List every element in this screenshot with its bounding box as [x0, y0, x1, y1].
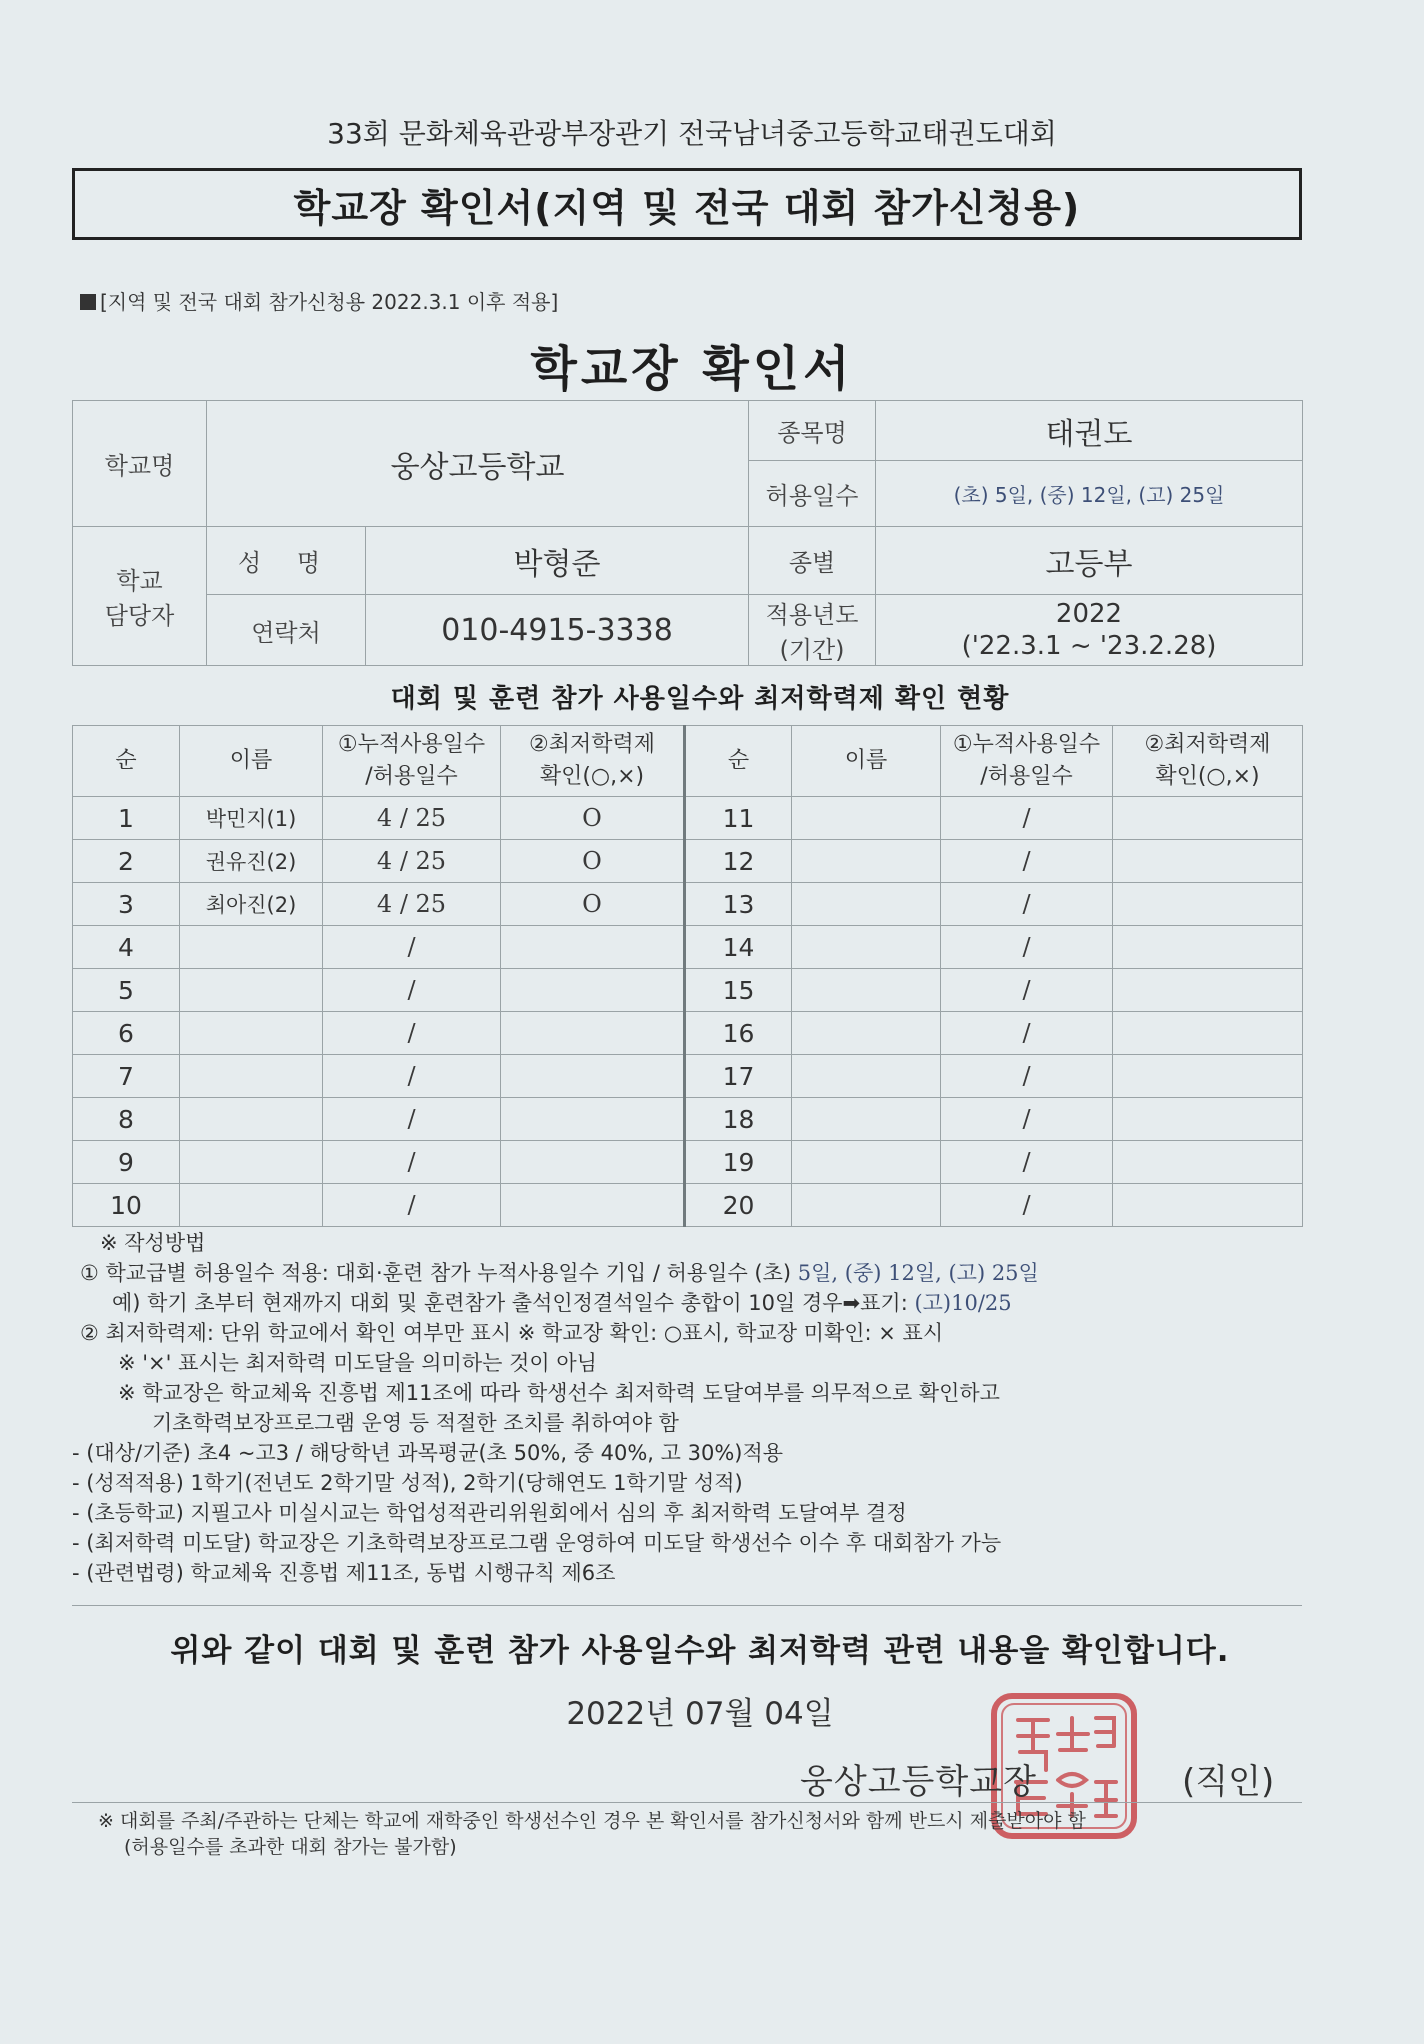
row-name-left — [180, 926, 323, 969]
year-label-line1: 적용년도 — [765, 601, 859, 629]
row-no-left: 1 — [73, 797, 180, 840]
applicability-note — [80, 286, 558, 315]
allowed-days-label: 허용일수 — [749, 461, 876, 527]
division-label: 종별 — [749, 527, 876, 595]
row-check-left: O — [501, 797, 685, 840]
row-check-right — [1113, 1098, 1303, 1141]
row-no-right: 20 — [685, 1184, 792, 1227]
form-title: 학교장 확인서(지역 및 전국 대회 참가신청용) — [72, 168, 1302, 240]
col-no-right: 순 — [685, 726, 792, 797]
row-days-right: / — [941, 1098, 1113, 1141]
table-row — [73, 797, 1303, 840]
row-no-right: 14 — [685, 926, 792, 969]
row-days-right: / — [941, 926, 1113, 969]
row-days-left: / — [323, 1098, 501, 1141]
row-no-left: 6 — [73, 1012, 180, 1055]
row-name-right — [792, 969, 941, 1012]
row-no-left: 10 — [73, 1184, 180, 1227]
row-days-left: 4 / 25 — [323, 883, 501, 926]
row-name-right — [792, 1184, 941, 1227]
method-line-1-days: 5일, (중) 12일, (고) 25일 — [797, 1261, 1039, 1285]
row-days-left: 4 / 25 — [323, 840, 501, 883]
col-min-right-line1: ②최저학력제 — [1144, 732, 1271, 757]
school-name: 웅상고등학교 — [207, 401, 749, 527]
footnote-line-1: ※ 대회를 주최/주관하는 단체는 학교에 재학중인 학생선수인 경우 본 확인서를 참가신청서와 함께 반드시 제출받아야 함 — [98, 1810, 1086, 1832]
method-line-9: - (초등학교) 지필고사 미실시교는 학업성적관리위원회에서 심의 후 최저학력 도달여부 결정 — [72, 1501, 907, 1525]
row-no-right: 18 — [685, 1098, 792, 1141]
row-name-right — [792, 840, 941, 883]
col-min-left — [501, 726, 685, 797]
row-check-right — [1113, 1012, 1303, 1055]
row-name-left — [180, 1098, 323, 1141]
row-days-right: / — [941, 797, 1113, 840]
col-name-right: 이름 — [792, 726, 941, 797]
method-line-11: - (관련법령) 학교체육 진흥법 제11조, 동법 시행규칙 제6조 — [72, 1561, 616, 1585]
manager-label-line2: 담당자 — [104, 602, 175, 630]
divider-top — [72, 1605, 1302, 1606]
table-row — [73, 1141, 1303, 1184]
col-min-left-line2: 확인(○,×) — [539, 764, 645, 789]
manager-name: 박형준 — [366, 527, 749, 595]
row-no-right: 12 — [685, 840, 792, 883]
method-line-6: 기초학력보장프로그램 운영 등 적절한 조치를 취하여야 함 — [152, 1411, 679, 1435]
manager-label — [73, 527, 207, 666]
col-name-left: 이름 — [180, 726, 323, 797]
row-no-right: 15 — [685, 969, 792, 1012]
row-check-left — [501, 1098, 685, 1141]
row-check-left — [501, 1141, 685, 1184]
writing-method — [72, 1228, 1330, 1588]
year-value-line1: 2022 — [1055, 599, 1123, 629]
footnote — [98, 1808, 1318, 1860]
year-value-line2: ('22.3.1 ~ '23.2.28) — [961, 631, 1217, 661]
col-days-right-line2: /허용일수 — [980, 764, 1073, 789]
table-row — [73, 969, 1303, 1012]
col-min-left-line1: ②최저학력제 — [529, 732, 655, 757]
method-line-10: - (최저학력 미도달) 학교장은 기초학력보장프로그램 운영하여 미도달 학생선수 이수 후 대회참가 가능 — [72, 1531, 1002, 1555]
col-days-right — [941, 726, 1113, 797]
row-check-left: O — [501, 840, 685, 883]
row-name-right — [792, 1141, 941, 1184]
row-days-left: / — [323, 1012, 501, 1055]
row-name-right — [792, 1098, 941, 1141]
row-days-left: / — [323, 969, 501, 1012]
row-days-right: / — [941, 969, 1113, 1012]
year-label-line2: (기간) — [779, 636, 845, 664]
row-name-left — [180, 1055, 323, 1098]
footnote-line-2: (허용일수를 초과한 대회 참가는 불가함) — [124, 1836, 457, 1858]
year-value — [876, 595, 1303, 666]
row-check-left — [501, 1184, 685, 1227]
method-line-2-text: 예) 학기 초부터 현재까지 대회 및 훈련참가 출석인정결석일수 총합이 10일 경우➡표기: — [112, 1291, 915, 1315]
event-title: 33회 문화체육관광부장관기 전국남녀중고등학교태권도대회 — [327, 117, 1057, 150]
row-no-left: 9 — [73, 1141, 180, 1184]
row-days-left: / — [323, 1055, 501, 1098]
row-check-right — [1113, 840, 1303, 883]
row-name-right — [792, 926, 941, 969]
row-no-right: 19 — [685, 1141, 792, 1184]
row-check-right — [1113, 926, 1303, 969]
row-check-right — [1113, 1055, 1303, 1098]
event-label: 종목명 — [749, 401, 876, 461]
row-days-left: / — [323, 1141, 501, 1184]
usage-section-title: 대회 및 훈련 참가 사용일수와 최저학력제 확인 현황 — [390, 684, 1010, 714]
method-line-2-example: (고)10/25 — [914, 1291, 1012, 1315]
method-line-4: ※ '×' 표시는 최저학력 미도달을 의미하는 것이 아님 — [118, 1351, 597, 1375]
method-line-2 — [80, 1288, 1330, 1318]
row-name-right — [792, 1012, 941, 1055]
row-check-right — [1113, 969, 1303, 1012]
confirmation-statement: 위와 같이 대회 및 훈련 참가 사용일수와 최저학력 관련 내용을 확인합니다. — [170, 1633, 1230, 1669]
col-days-left-line2: /허용일수 — [365, 764, 458, 789]
row-check-left — [501, 1012, 685, 1055]
row-name-left — [180, 1184, 323, 1227]
row-days-right: / — [941, 1012, 1113, 1055]
method-line-1-text: ① 학교급별 허용일수 적용: 대회·훈련 참가 누적사용일수 기입 / 허용일수 (초) — [80, 1261, 798, 1285]
row-no-left: 5 — [73, 969, 180, 1012]
row-no-left: 2 — [73, 840, 180, 883]
confirmation-date: 2022년 07월 04일 — [566, 1696, 834, 1732]
method-heading: ※ 작성방법 — [100, 1231, 206, 1255]
school-info-table — [72, 400, 1303, 666]
row-days-right: / — [941, 883, 1113, 926]
contact-label: 연락처 — [207, 595, 366, 666]
seal-label: (직인) — [1182, 1762, 1275, 1802]
table-row — [73, 1184, 1303, 1227]
row-days-right: / — [941, 1184, 1113, 1227]
row-no-right: 13 — [685, 883, 792, 926]
row-name-left — [180, 1141, 323, 1184]
event-value: 태권도 — [876, 401, 1303, 461]
col-min-right-line2: 확인(○,×) — [1155, 764, 1260, 789]
row-name-left — [180, 969, 323, 1012]
year-label — [749, 595, 876, 666]
usage-table-body — [73, 797, 1303, 1227]
row-days-right: / — [941, 840, 1113, 883]
table-row — [73, 1012, 1303, 1055]
row-name-right — [792, 883, 941, 926]
row-days-left: / — [323, 1184, 501, 1227]
row-check-right — [1113, 797, 1303, 840]
row-no-left: 4 — [73, 926, 180, 969]
row-name-left: 권유진(2) — [180, 840, 323, 883]
school-label: 학교명 — [73, 401, 207, 527]
division-value: 고등부 — [876, 527, 1303, 595]
row-no-left: 3 — [73, 883, 180, 926]
method-line-5: ※ 학교장은 학교체육 진흥법 제11조에 따라 학생선수 최저학력 도달여부를 의무적으로 확인하고 — [118, 1381, 1000, 1405]
row-days-left: / — [323, 926, 501, 969]
row-check-left: O — [501, 883, 685, 926]
method-line-3: ② 최저학력제: 단위 학교에서 확인 여부만 표시 ※ 학교장 확인: ○표시, 학교장 미확인: × 표시 — [80, 1321, 944, 1345]
row-check-left — [501, 1055, 685, 1098]
table-row — [73, 840, 1303, 883]
row-check-left — [501, 926, 685, 969]
table-row — [73, 1098, 1303, 1141]
row-name-right — [792, 797, 941, 840]
table-row — [73, 1055, 1303, 1098]
applicability-note-text: [지역 및 전국 대회 참가신청용 2022.3.1 이후 적용] — [100, 290, 559, 314]
principal-name: 웅상고등학교장 — [800, 1762, 1037, 1802]
row-name-right — [792, 1055, 941, 1098]
row-days-right: / — [941, 1141, 1113, 1184]
table-row — [73, 883, 1303, 926]
col-days-left-line1: ①누적사용일수 — [337, 732, 486, 757]
row-no-left: 7 — [73, 1055, 180, 1098]
method-line-8: - (성적적용) 1학기(전년도 2학기말 성적), 2학기(당해연도 1학기말 성적) — [72, 1471, 743, 1495]
row-no-left: 8 — [73, 1098, 180, 1141]
row-check-left — [501, 969, 685, 1012]
row-name-left — [180, 1012, 323, 1055]
col-min-right — [1113, 726, 1303, 797]
allowed-days-value: (초) 5일, (중) 12일, (고) 25일 — [876, 461, 1303, 527]
row-check-right — [1113, 883, 1303, 926]
row-check-right — [1113, 1184, 1303, 1227]
main-title: 학교장 확인서 — [530, 341, 854, 397]
method-line-1 — [80, 1258, 1330, 1288]
row-days-right: / — [941, 1055, 1113, 1098]
contact-value: 010-4915-3338 — [366, 595, 749, 666]
row-name-left: 최아진(2) — [180, 883, 323, 926]
col-days-left — [323, 726, 501, 797]
row-no-right: 17 — [685, 1055, 792, 1098]
square-bullet-icon — [80, 294, 96, 310]
col-no-left: 순 — [73, 726, 180, 797]
row-check-right — [1113, 1141, 1303, 1184]
row-days-left: 4 / 25 — [323, 797, 501, 840]
manager-label-line1: 학교 — [116, 567, 163, 595]
method-line-7: - (대상/기준) 초4 ~고3 / 해당학년 과목평균(초 50%, 중 40%, 고 30%)적용 — [72, 1441, 784, 1465]
name-label: 성 명 — [207, 527, 366, 595]
table-row — [73, 926, 1303, 969]
row-name-left: 박민지(1) — [180, 797, 323, 840]
row-no-right: 11 — [685, 797, 792, 840]
usage-table — [72, 725, 1303, 1227]
divider-bottom — [72, 1802, 1302, 1803]
col-days-right-line1: ①누적사용일수 — [952, 732, 1101, 757]
row-no-right: 16 — [685, 1012, 792, 1055]
